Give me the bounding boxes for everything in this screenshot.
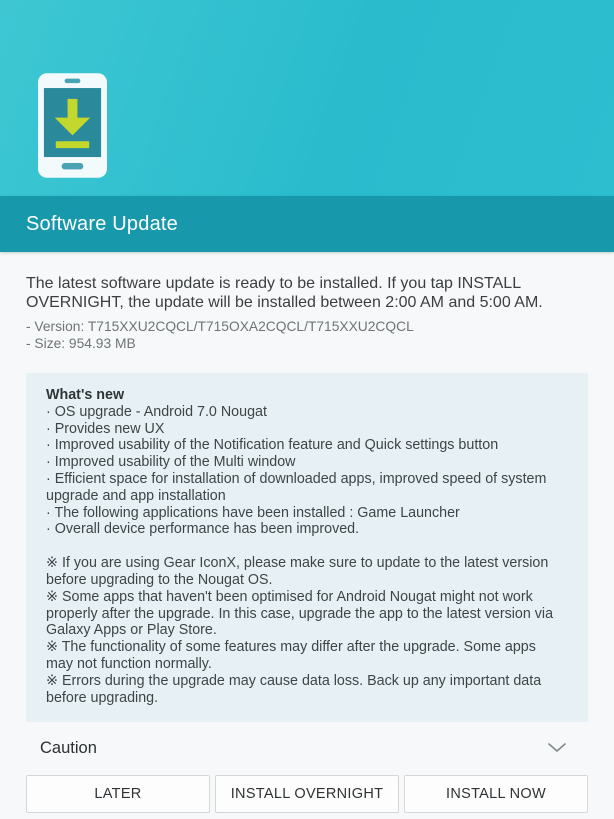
update-description: The latest software update is ready to be installed. If you tap INSTALL OVERNIGHT, the update will be installed between 2:00 AM and 5:00 AM. [26,275,543,311]
whats-new-item: · The following applications have been installed : Game Launcher [46,504,460,521]
caution-expander[interactable] [26,732,588,764]
title-bar [0,196,614,252]
main-content [0,252,614,813]
header-hero [0,0,614,196]
caution-note: ※ Some apps that haven't been optimised for Android Nougat might not work properly after the upgrade. In this case, upgrade the app to the latest version via Galaxy Apps or Play Store. [46,588,554,639]
page-title: Software Update [26,212,178,235]
phone-download-icon [38,73,107,178]
chevron-down-icon [548,743,566,753]
install-overnight-button[interactable]: INSTALL OVERNIGHT [215,775,399,813]
size-info: - Size: 954.93 MB [26,336,136,351]
whats-new-item: · Overall device performance has been improved. [46,521,360,538]
install-now-button[interactable]: INSTALL NOW [404,775,588,813]
whats-new-item: · Provides new UX [46,420,165,437]
caution-note: ※ The functionality of some features may differ after the upgrade. Some apps may not function normally. [46,639,536,672]
whats-new-item: · Improved usability of the Notification feature and Quick settings button [46,437,499,454]
caution-note: ※ Errors during the upgrade may cause data loss. Back up any important data before upgrading. [46,672,542,706]
whats-new-notes [46,555,564,706]
whats-new-item: · Improved usability of the Multi window [46,454,296,471]
whats-new-item: · OS upgrade - Android 7.0 Nougat [46,403,267,420]
caution-note: ※ If you are using Gear IconX, please make sure to update to the latest version before upgrading to the Nougat OS. [46,555,549,588]
caution-label: Caution [40,738,97,757]
later-button[interactable]: LATER [26,775,210,813]
action-bar [26,775,588,813]
version-info: - Version: T715XXU2CQCL/T715OXA2CQCL/T715XXU2CQCL [26,319,414,334]
whats-new-title: What's new [46,387,125,403]
whats-new-item: · Efficient space for installation of downloaded apps, improved speed of system upgrade and app installation [46,470,547,504]
whats-new-panel [26,373,588,722]
update-meta [26,318,588,352]
